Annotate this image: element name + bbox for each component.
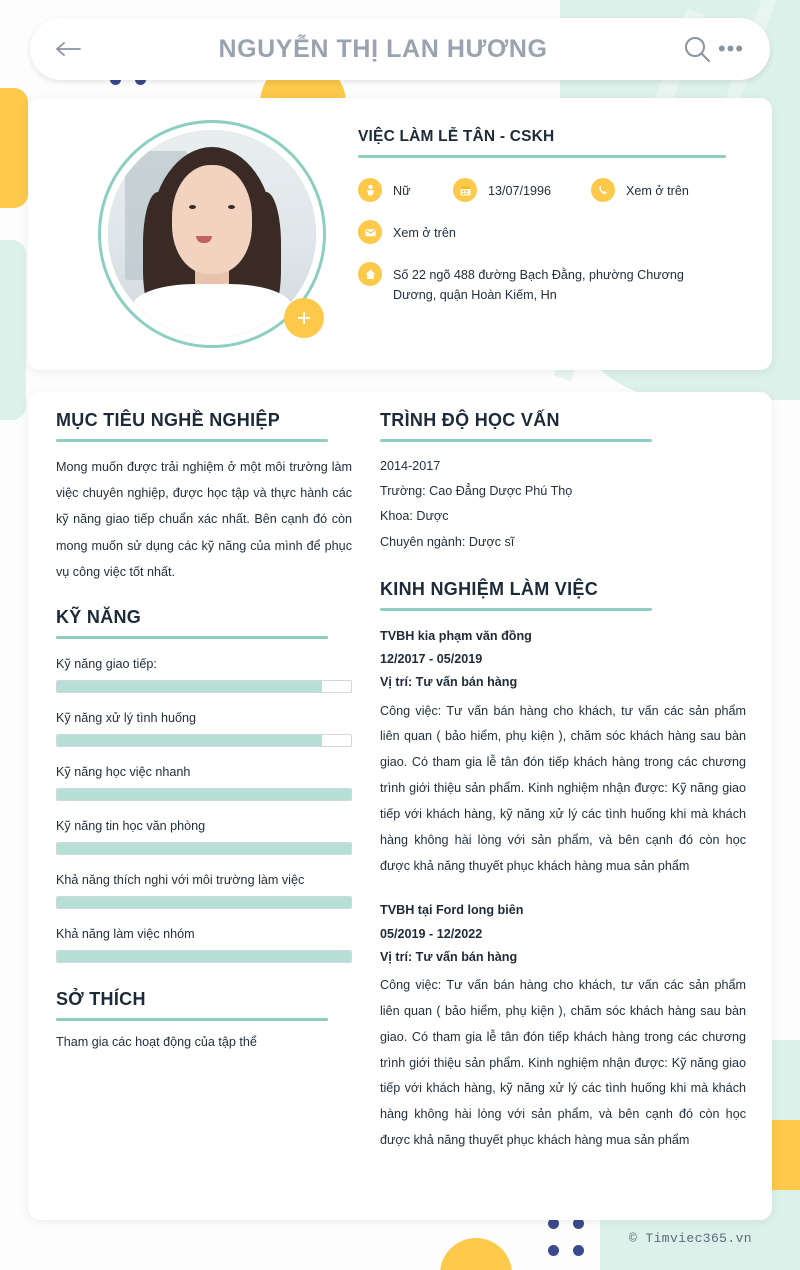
skill-item [56, 819, 352, 855]
skill-bar [56, 734, 352, 747]
objective-rule [56, 439, 328, 442]
skill-label: Kỹ năng xử lý tình huống [56, 710, 197, 725]
skill-bar [56, 788, 352, 801]
experience-position: Vị trí: Tư vấn bán hàng [380, 675, 518, 690]
page-title: NGUYỄN THỊ LAN HƯƠNG [218, 34, 548, 63]
section-experience [380, 579, 746, 1154]
skill-label: Khả năng làm việc nhóm [56, 926, 195, 941]
right-column [380, 410, 746, 1154]
hobby-rule [56, 1018, 328, 1021]
skill-label: Kỹ năng học việc nhanh [56, 764, 191, 779]
objective-heading: MỤC TIÊU NGHỀ NGHIỆP [56, 410, 281, 430]
skills-heading: KỸ NĂNG [56, 606, 142, 627]
objective-text: Mong muốn được trải nghiệm ở một môi trường làm việc chuyên nghiệp, được học tập và thực hành các kỹ năng giao tiếp chuẩn xác nhất. Bên cạnh đó còn mong muốn sử dụng các kỹ năng của mình để phục vụ công việc tốt nhất. [56, 460, 352, 579]
address-item [358, 262, 720, 305]
cv-body-card [28, 392, 772, 1220]
search-icon[interactable] [680, 32, 714, 66]
avatar [98, 120, 326, 348]
experience-period: 12/2017 - 05/2019 [380, 652, 483, 667]
avatar-photo [108, 130, 316, 338]
skill-item [56, 657, 352, 693]
bg-yellow-arch-bottom [440, 1238, 512, 1270]
hobby-heading: SỞ THÍCH [56, 988, 146, 1009]
experience-position: Vị trí: Tư vấn bán hàng [380, 949, 518, 964]
back-icon[interactable] [52, 32, 86, 66]
footer-copyright: © Timviec365.vn [628, 1231, 752, 1246]
education-years: 2014-2017 [380, 459, 441, 473]
skill-item [56, 765, 352, 801]
calendar-icon [453, 178, 477, 202]
profile-card [28, 98, 772, 370]
skill-label: Kỹ năng tin học văn phòng [56, 818, 206, 833]
skill-label: Khả năng thích nghi với môi trường làm việc [56, 872, 305, 887]
left-column [56, 410, 352, 1049]
education-rule [380, 439, 652, 442]
gender-icon [358, 178, 382, 202]
skill-bar [56, 842, 352, 855]
dob-value: 13/07/1996 [488, 184, 552, 198]
bg-yellow-left [0, 88, 28, 208]
experience-period: 05/2019 - 12/2022 [380, 926, 483, 941]
section-education [380, 410, 746, 555]
skills-rule [56, 636, 328, 639]
gender-item [358, 178, 453, 202]
education-school: Trường: Cao Đẳng Dược Phú Thọ [380, 484, 573, 499]
experience-description: Công việc: Tư vấn bán hàng cho khách, tư vấn các sản phẩm liên quan ( bảo hiểm, phụ kiện ), chăm sóc khách hàng sau bàn giao. Có tham gia lễ tân đón tiếp khách hàng trong các chương trình giới thiệu sản phẩm. Kinh nghiệm nhận được: Kỹ năng giao tiếp với khách hàng, kỹ năng xử lý các tình huống khi mà khách hàng không hài lòng với sản phẩm, và bên cạnh đó còn học được khả năng thuyết phục khách hàng mua sản phẩm [380, 703, 746, 873]
job-title-rule [358, 155, 726, 158]
phone-value: Xem ở trên [626, 184, 689, 198]
bg-dot-5 [548, 1245, 559, 1256]
skill-bar [56, 950, 352, 963]
bg-teal-left [0, 240, 26, 420]
experience-heading: KINH NGHIỆM LÀM VIỆC [380, 578, 599, 599]
app-header [30, 18, 770, 80]
skill-item [56, 927, 352, 963]
skill-item [56, 873, 352, 909]
experience-item [380, 625, 746, 880]
skill-bar [56, 680, 352, 693]
education-faculty: Khoa: Dược [380, 509, 449, 524]
education-heading: TRÌNH ĐỘ HỌC VẤN [380, 410, 560, 430]
experience-rule [380, 608, 652, 611]
contact-row-1 [358, 178, 742, 202]
skill-item [56, 711, 352, 747]
job-title: VIỆC LÀM LỄ TÂN - CSKH [358, 128, 555, 145]
experience-description: Công việc: Tư vấn bán hàng cho khách, tư vấn các sản phẩm liên quan ( bảo hiểm, phụ kiện ), chăm sóc khách hàng sau bàn giao. Có tham gia lễ tân đón tiếp khách hàng trong các chương trình giới thiệu sản phẩm. Kinh nghiệm nhận được: Kỹ năng giao tiếp với khách hàng, kỹ năng xử lý các tình huống khi mà khách hàng không hài lòng với sản phẩm, và bên cạnh đó còn học được khả năng thuyết phục khách hàng mua sản phẩm [380, 978, 746, 1148]
skill-bar [56, 896, 352, 909]
phone-icon [591, 178, 615, 202]
hobby-text: Tham gia các hoạt động của tập thể [56, 1034, 257, 1049]
gender-value: Nữ [393, 184, 411, 198]
bg-dot-6 [573, 1245, 584, 1256]
more-options-icon[interactable]: ••• [717, 36, 745, 61]
skill-label: Kỹ năng giao tiếp: [56, 656, 157, 671]
phone-item [591, 178, 689, 202]
address-value: Số 22 ngõ 488 đường Bạch Đằng, phường Chương Dương, quận Hoàn Kiếm, Hn [393, 268, 684, 303]
profile-info [358, 128, 742, 323]
home-icon [358, 262, 382, 286]
section-hobby [56, 989, 352, 1049]
experience-item [380, 899, 746, 1154]
email-item [358, 220, 456, 244]
email-icon [358, 220, 382, 244]
experience-company: TVBH tại Ford long biên [380, 903, 524, 918]
section-objective [56, 410, 352, 585]
section-skills [56, 607, 352, 963]
email-value: Xem ở trên [393, 226, 456, 240]
experience-company: TVBH kia phạm văn đồng [380, 628, 532, 643]
education-major: Chuyên ngành: Dược sĩ [380, 534, 515, 549]
contact-row-3 [358, 262, 742, 305]
dob-item [453, 178, 591, 202]
contact-row-2 [358, 220, 742, 244]
contact-info-list [358, 178, 742, 305]
add-photo-button[interactable]: + [284, 298, 324, 338]
